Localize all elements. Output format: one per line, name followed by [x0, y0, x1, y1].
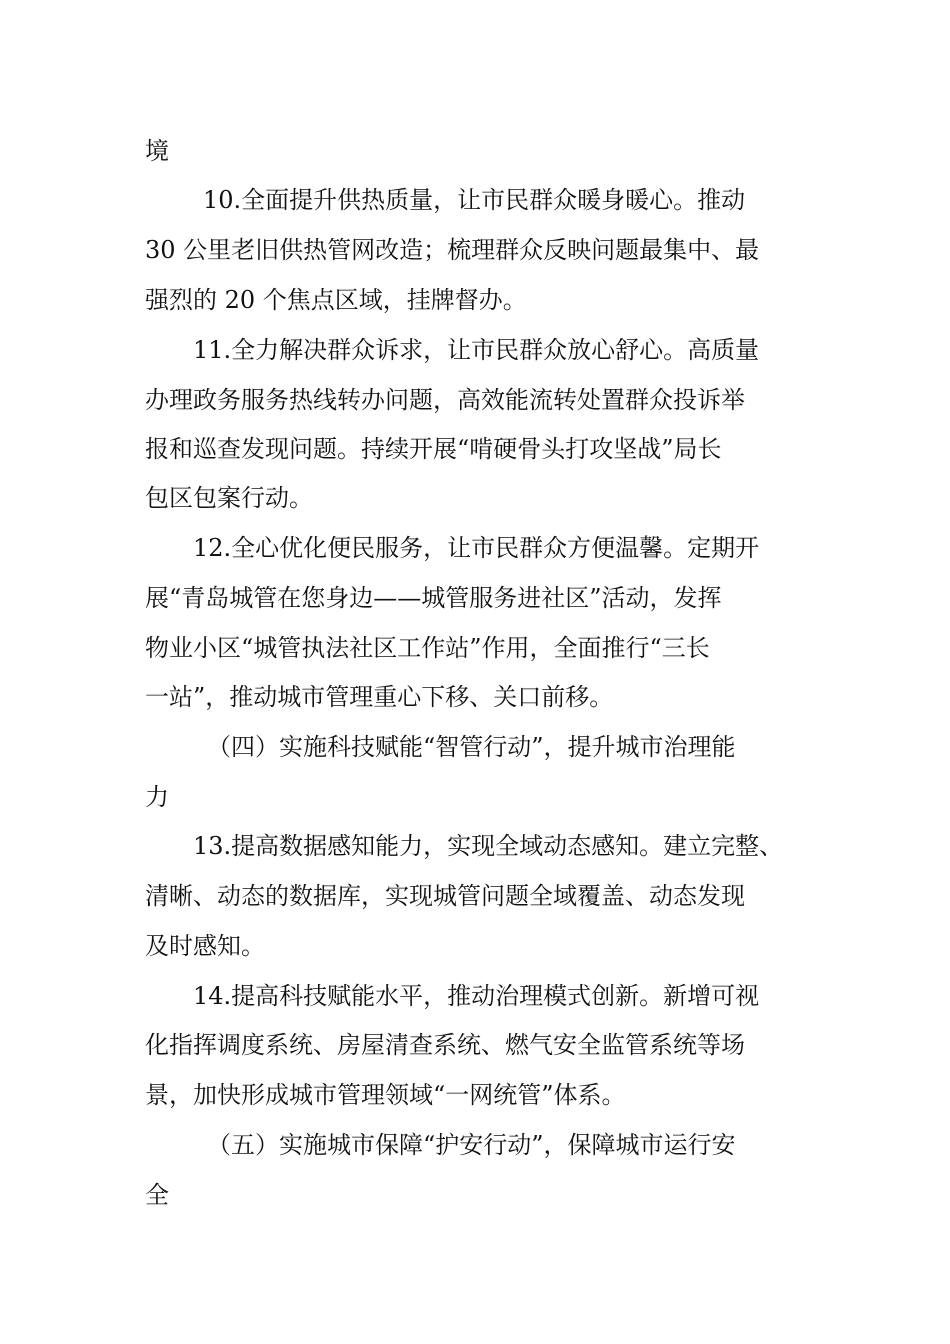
- text-line: 清晰、动态的数据库，实现城管问题全域覆盖、动态发现: [145, 882, 745, 910]
- text-line: 办理政务服务热线转办问题，高效能流转处置群众投诉举: [145, 386, 745, 414]
- text-line: 14.提高科技赋能水平，推动治理模式创新。新增可视: [193, 982, 760, 1010]
- text-line: 物业小区“城管执法社区工作站”作用，全面推行“三长: [145, 634, 710, 662]
- text-line: 展“青岛城管在您身边——城管服务进社区”活动，发挥: [145, 584, 722, 612]
- section-heading: （五）实施城市保障“护安行动”，保障城市运行安: [207, 1131, 736, 1159]
- text-line: 化指挥调度系统、房屋清查系统、燃气安全监管系统等场: [145, 1031, 745, 1059]
- text-line: 强烈的 20 个焦点区域，挂牌督办。: [145, 286, 527, 314]
- section-heading: 全: [145, 1181, 169, 1209]
- text-line: 包区包案行动。: [145, 484, 313, 512]
- text-line: 30 公里老旧供热管网改造；梳理群众反映问题最集中、最: [145, 236, 760, 264]
- text-line: 13.提高数据感知能力，实现全域动态感知。建立完整、: [193, 832, 784, 860]
- text-line: 一站”，推动城市管理重心下移、关口前移。: [145, 683, 614, 711]
- text-line: 11.全力解决群众诉求，让市民群众放心舒心。高质量: [193, 336, 760, 364]
- text-line: 境: [145, 137, 169, 165]
- text-line: 景，加快形成城市管理领域“一网统管”体系。: [145, 1081, 626, 1109]
- text-line: 12.全心优化便民服务，让市民群众方便温馨。定期开: [193, 534, 760, 562]
- text-line: 报和巡查发现问题。持续开展“啃硬骨头打攻坚战”局长: [145, 435, 722, 463]
- section-heading: 力: [145, 783, 169, 811]
- text-line: 及时感知。: [145, 932, 265, 960]
- text-line: 10.全面提升供热质量，让市民群众暖身暖心。推动: [203, 186, 746, 214]
- section-heading: （四）实施科技赋能“智管行动”，提升城市治理能: [207, 733, 736, 761]
